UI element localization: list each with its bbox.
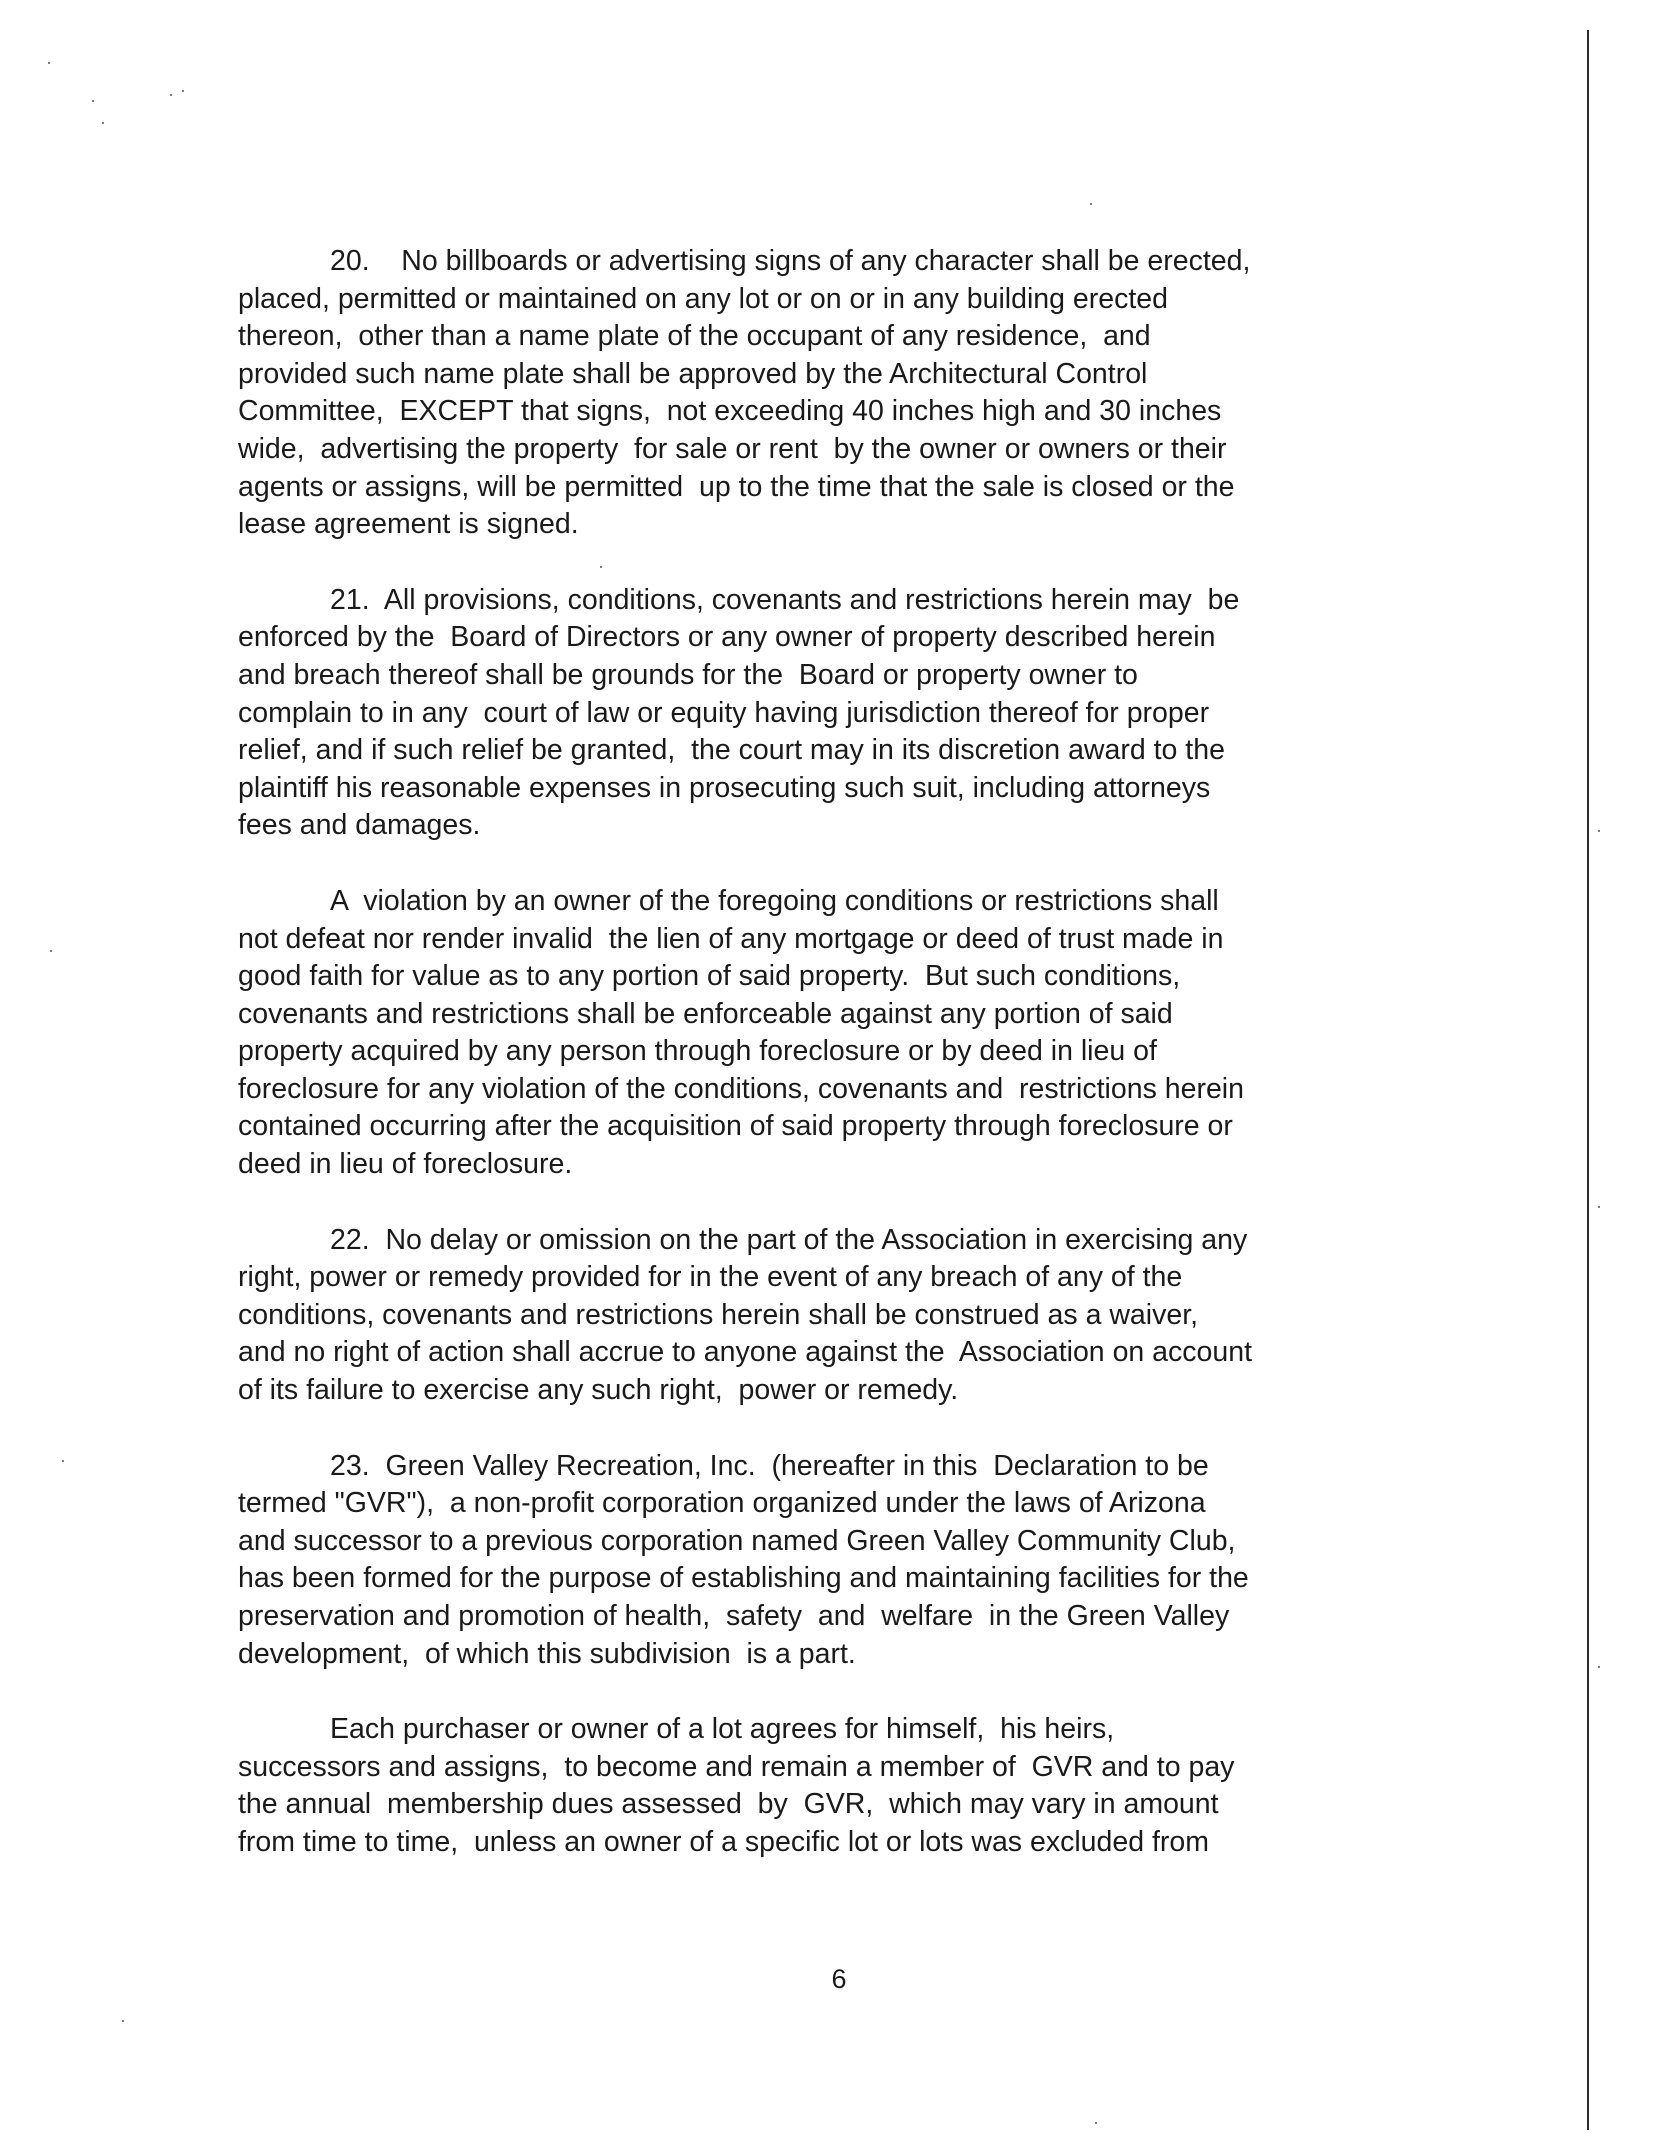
text-line: wide, advertising the property for sale or rent by the owner or owners or their <box>238 432 1227 465</box>
scan-speck <box>182 90 184 92</box>
text-line: right, power or remedy provided for in the event of any breach of any of the <box>238 1261 1183 1294</box>
text-line: not defeat nor render invalid the lien of any mortgage or deed of trust made in <box>238 922 1224 955</box>
text-line: A violation by an owner of the foregoing conditions or restrictions shall <box>330 884 1219 917</box>
text-line: and breach thereof shall be grounds for the Board or property owner to <box>238 658 1138 691</box>
page-number: 6 <box>831 1964 847 1994</box>
text-line: the annual membership dues assessed by GVR, which may vary in amount <box>238 1788 1219 1821</box>
text-line: good faith for value as to any portion of said property. But such conditions, <box>238 960 1181 993</box>
paragraph-23 <box>238 1448 1400 1674</box>
text-line: 23. Green Valley Recreation, Inc. (hereafter in this Declaration to be <box>330 1449 1209 1482</box>
text-line: agents or assigns, will be permitted up to the time that the sale is closed or the <box>238 470 1235 503</box>
scan-speck <box>92 100 94 102</box>
paragraph-22 <box>238 1222 1400 1410</box>
text-line: property acquired by any person through foreclosure or by deed in lieu of <box>238 1035 1157 1068</box>
text-line: provided such name plate shall be approved by the Architectural Control <box>238 357 1148 390</box>
text-line: 22. No delay or omission on the part of the Association in exercising any <box>330 1223 1248 1256</box>
text-line: from time to time, unless an owner of a specific lot or lots was excluded from <box>238 1825 1209 1858</box>
text-line: placed, permitted or maintained on any lot or on or in any building erected <box>238 282 1168 315</box>
text-line: Each purchaser or owner of a lot agrees for himself, his heirs, <box>330 1713 1115 1746</box>
scan-speck <box>170 94 172 96</box>
text-line: relief, and if such relief be granted, the court may in its discretion award to the <box>238 734 1225 767</box>
text-line: conditions, covenants and restrictions herein shall be construed as a waiver, <box>238 1298 1199 1331</box>
scan-speck <box>1090 203 1092 205</box>
text-line: of its failure to exercise any such right, power or remedy. <box>238 1374 959 1407</box>
text-line: successors and assigns, to become and remain a member of GVR and to pay <box>238 1750 1235 1783</box>
scan-speck <box>1095 2122 1097 2124</box>
scan-speck <box>48 62 50 64</box>
scan-speck <box>102 122 104 124</box>
text-line: deed in lieu of foreclosure. <box>238 1148 573 1181</box>
scan-speck <box>50 950 52 952</box>
scan-speck <box>1598 1666 1600 1668</box>
text-line: termed "GVR"), a non-profit corporation organized under the laws of Arizona <box>238 1487 1206 1520</box>
text-line: 20. No billboards or advertising signs of any character shall be erected, <box>330 245 1251 277</box>
text-line: contained occurring after the acquisition of said property through foreclosure or <box>238 1110 1233 1143</box>
text-line: thereon, other than a name plate of the occupant of any residence, and <box>238 320 1151 353</box>
scan-speck <box>1598 830 1600 832</box>
text-line: covenants and restrictions shall be enforceable against any portion of said <box>238 997 1173 1030</box>
scan-speck <box>122 2020 124 2022</box>
text-line: enforced by the Board of Directors or any owner of property described herein <box>238 621 1216 654</box>
paragraph-20 <box>238 243 1400 544</box>
text-line: preservation and promotion of health, safety and welfare in the Green Valley <box>238 1600 1230 1632</box>
text-line: has been formed for the purpose of establishing and maintaining facilities for the <box>238 1562 1249 1595</box>
text-line: fees and damages. <box>238 809 481 842</box>
text-line: and successor to a previous corporation named Green Valley Community Club, <box>238 1524 1236 1557</box>
paragraph-21-violation <box>238 883 1400 1184</box>
text-line: complain to in any court of law or equity having jurisdiction thereof for proper <box>238 696 1210 729</box>
text-line: development, of which this subdivision is a part. <box>238 1637 856 1670</box>
scan-speck <box>1598 1206 1600 1208</box>
text-line: and no right of action shall accrue to anyone against the Association on account <box>238 1336 1253 1369</box>
paragraph-21 <box>238 582 1400 845</box>
text-line: plaintiff his reasonable expenses in prosecuting such suit, including attorneys <box>238 771 1211 804</box>
paragraph-23-membership <box>238 1711 1400 1861</box>
right-margin-rule <box>1587 30 1589 2130</box>
text-line: 21. All provisions, conditions, covenants and restrictions herein may be <box>330 583 1240 616</box>
text-line: lease agreement is signed. <box>238 508 579 541</box>
text-line: Committee, EXCEPT that signs, not exceeding 40 inches high and 30 inches <box>238 395 1222 428</box>
document-body <box>238 243 1400 1900</box>
text-line: foreclosure for any violation of the conditions, covenants and restrictions herein <box>238 1072 1244 1105</box>
scan-speck <box>62 1460 64 1462</box>
